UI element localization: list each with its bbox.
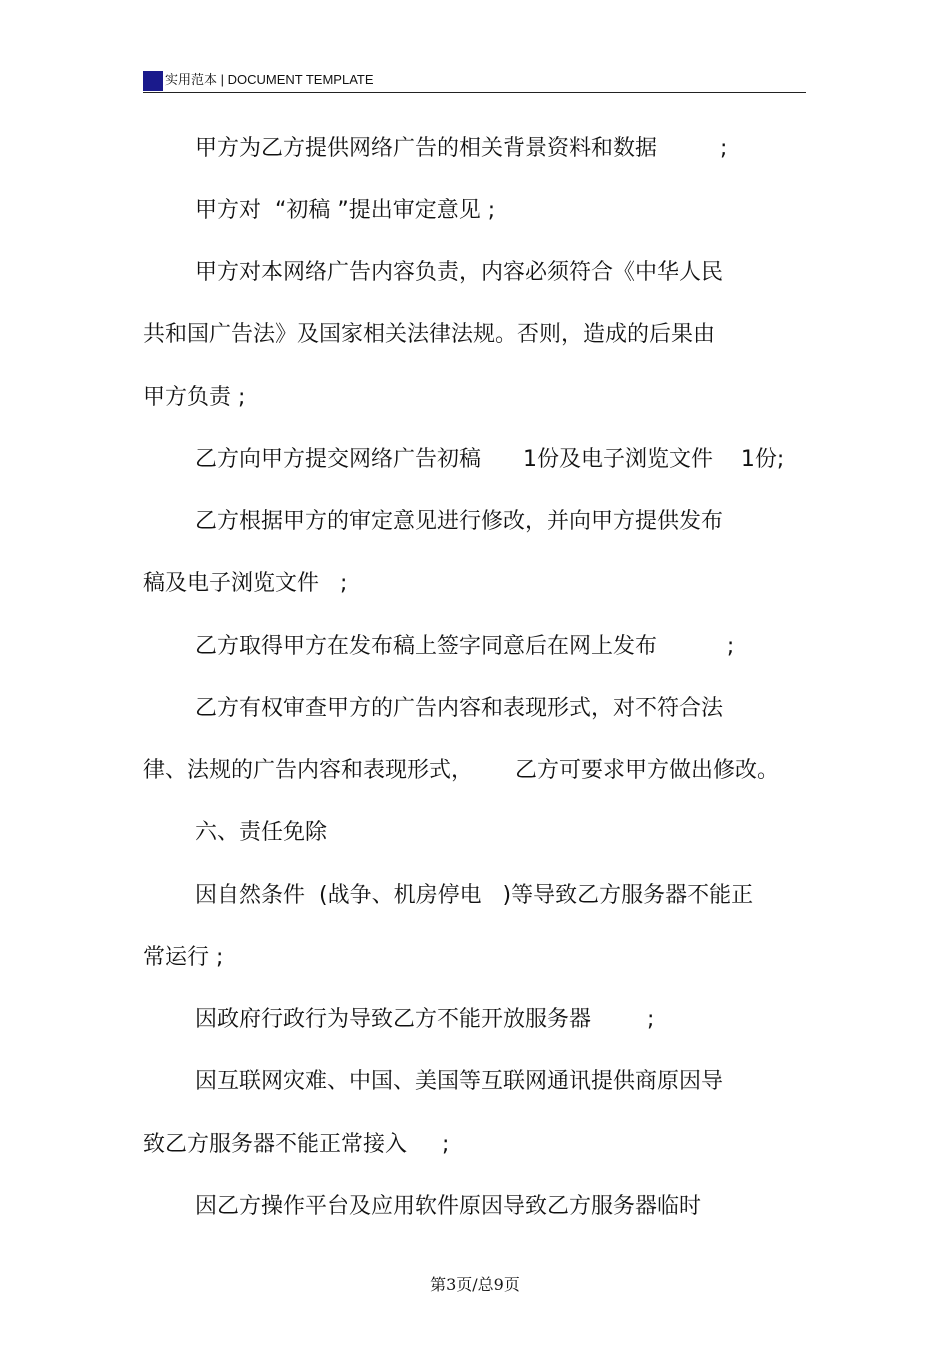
- page-number: 第3页/总9页: [430, 1275, 520, 1294]
- body-line-8: 稿及电子浏览文件 ;: [143, 571, 348, 596]
- body-line-2: 甲方对 “初稿 ”提出审定意见 ;: [195, 198, 496, 223]
- body-line-18: 因乙方操作平台及应用软件原因导致乙方服务器临时: [195, 1194, 702, 1219]
- body-line-14: 常运行 ;: [143, 945, 224, 970]
- header-title: 实用范本 | DOCUMENT TEMPLATE: [165, 72, 374, 87]
- body-line-11: 律、法规的广告内容和表现形式， 乙方可要求甲方做出修改。: [143, 758, 779, 783]
- body-line-9: 乙方取得甲方在发布稿上签字同意后在网上发布 ;: [195, 634, 735, 659]
- body-line-3: 甲方对本网络广告内容负责，内容必须符合《中华人民: [195, 260, 724, 285]
- body-line-13: 因自然条件 (战争、机房停电 )等导致乙方服务器不能正: [195, 883, 754, 908]
- body-line-4: 共和国广告法》及国家相关法律法规。否则，造成的后果由: [143, 322, 716, 347]
- body-line-6: 乙方向甲方提交网络广告初稿 1份及电子浏览文件 1份;: [195, 447, 785, 472]
- body-line-5: 甲方负责 ;: [143, 385, 246, 410]
- body-line-16: 因互联网灾难、中国、美国等互联网通讯提供商原因导: [195, 1069, 724, 1094]
- body-line-7: 乙方根据甲方的审定意见进行修改，并向甲方提供发布: [195, 509, 724, 534]
- document-header: [143, 70, 806, 93]
- body-line-1: 甲方为乙方提供网络广告的相关背景资料和数据 ;: [195, 136, 728, 161]
- body-line-17: 致乙方服务器不能正常接入 ;: [143, 1132, 450, 1157]
- header-logo-square: [143, 71, 163, 91]
- body-line-10: 乙方有权审查甲方的广告内容和表现形式，对不符合法: [195, 696, 724, 721]
- section-heading-liability: 六、责任免除: [195, 820, 328, 845]
- body-line-15: 因政府行政行为导致乙方不能开放服务器 ;: [195, 1007, 655, 1032]
